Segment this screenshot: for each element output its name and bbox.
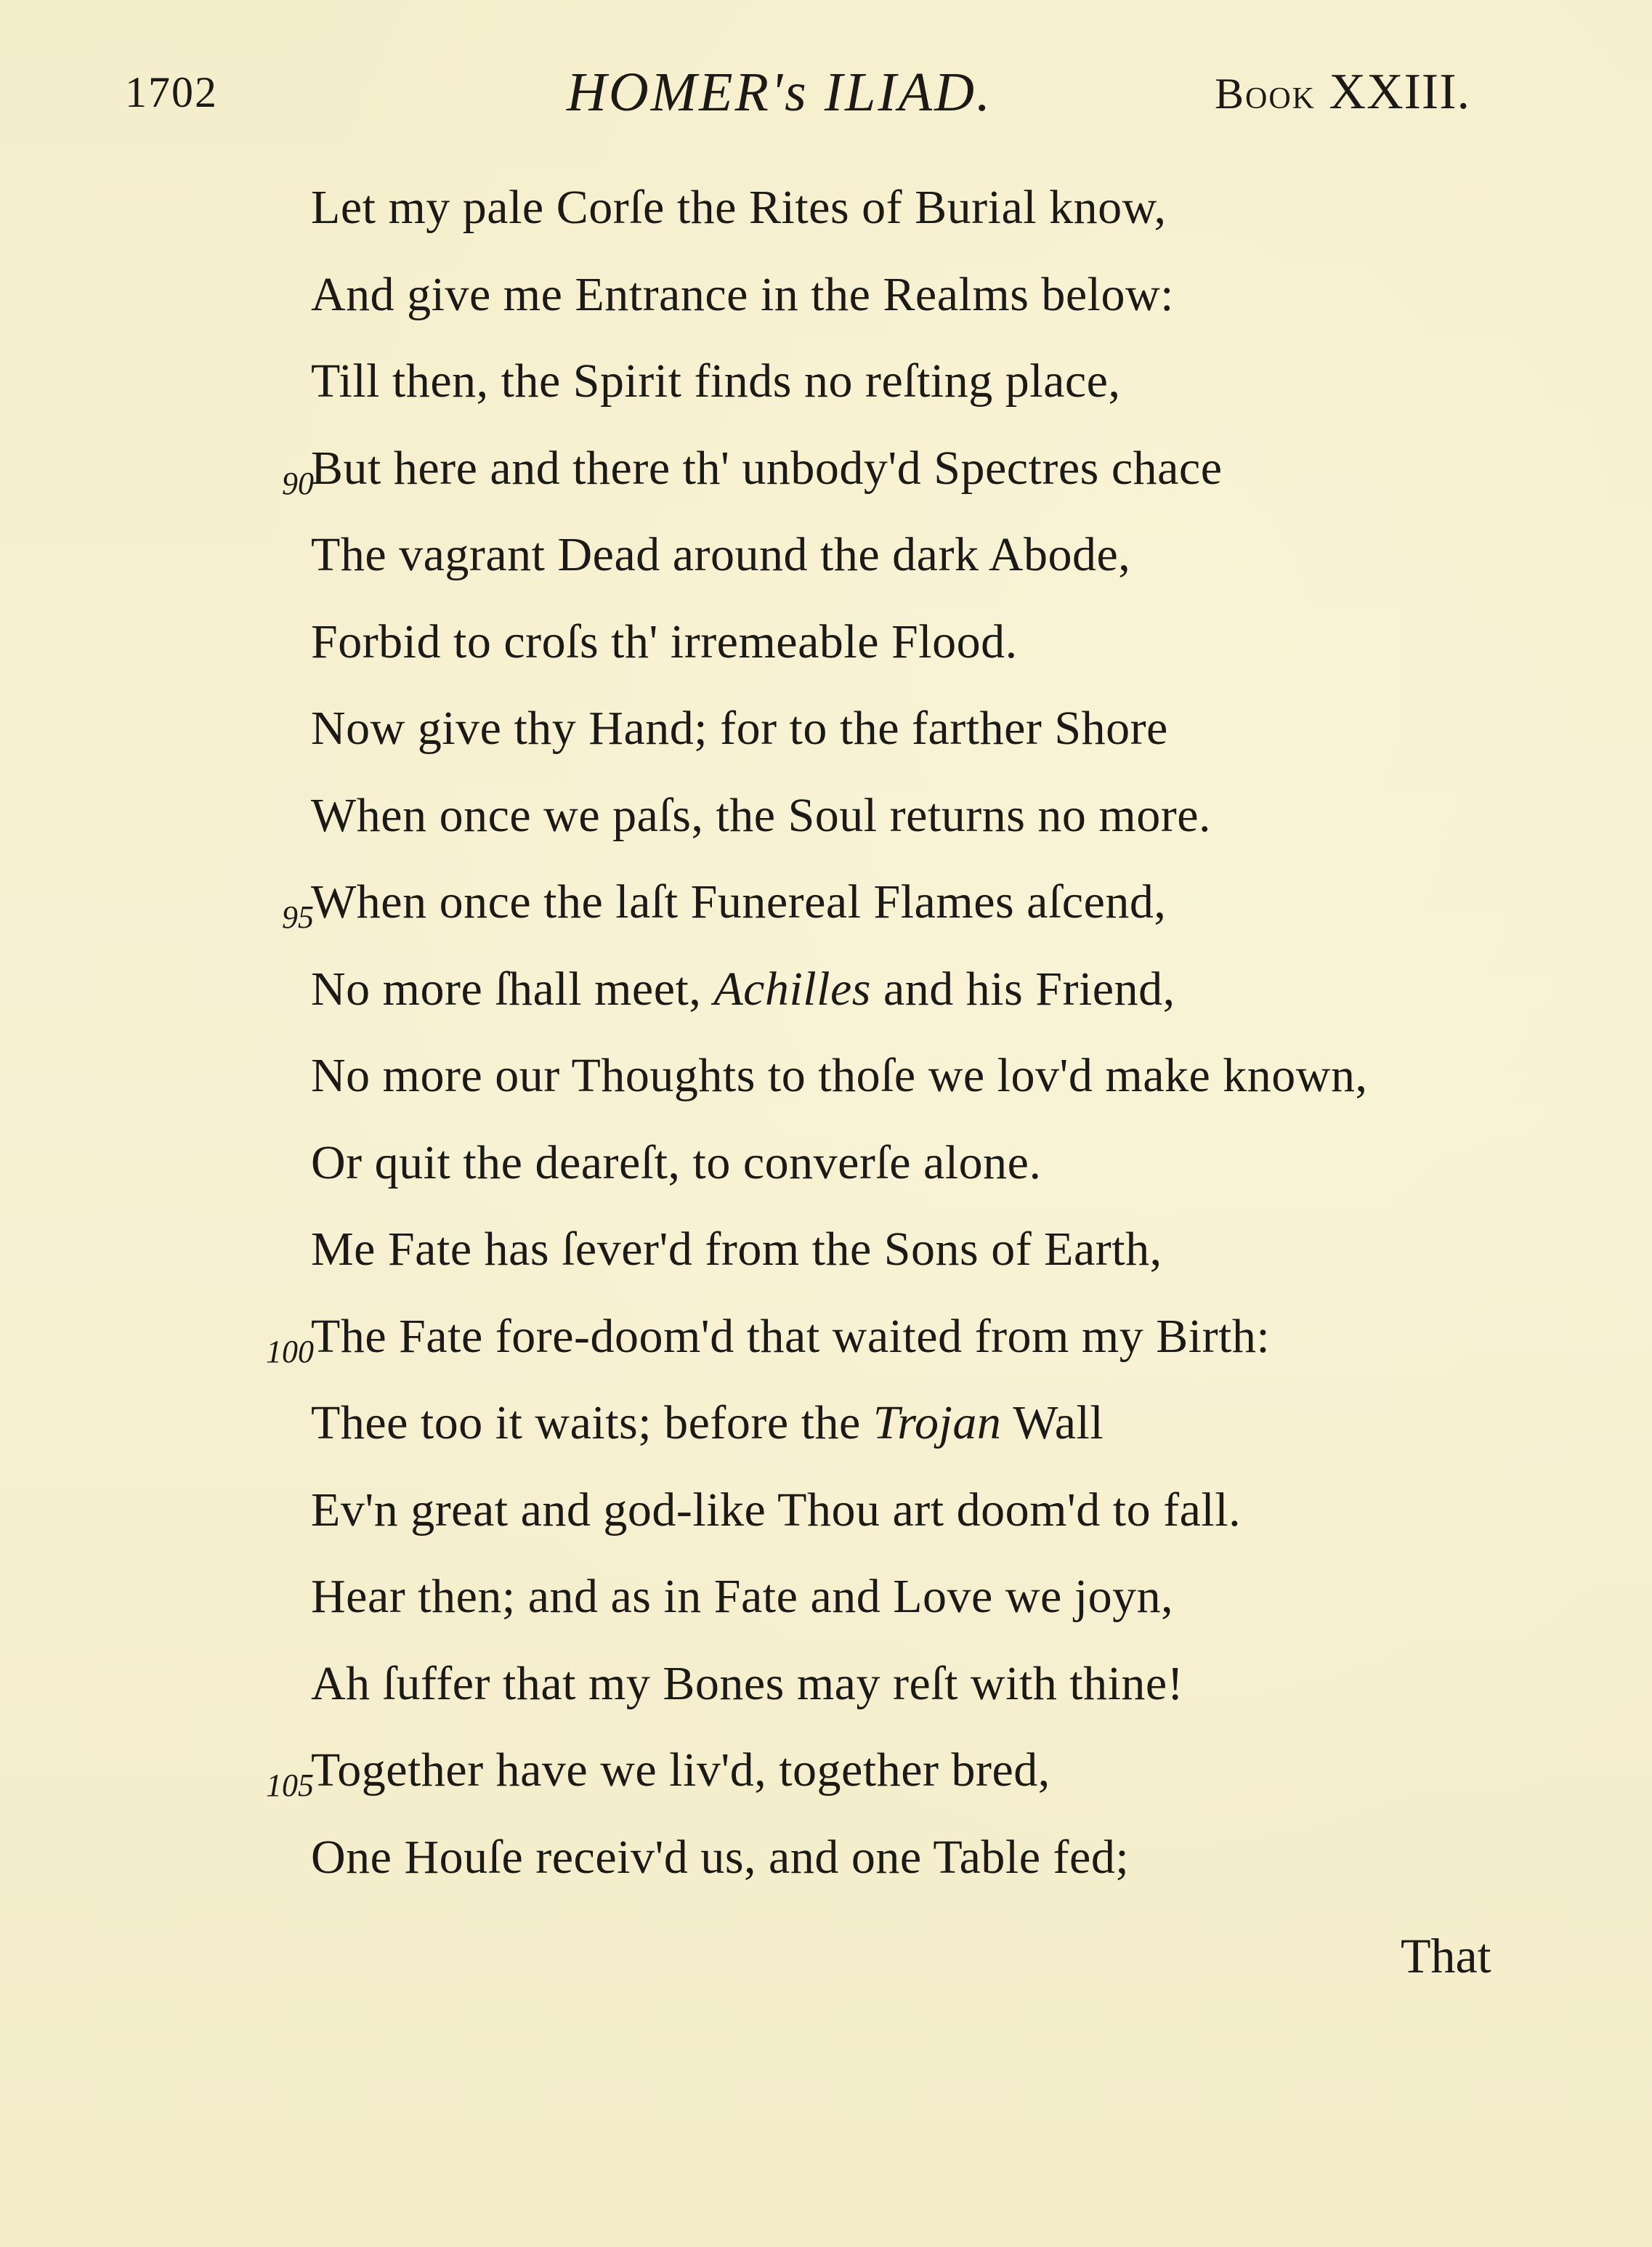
- verse-text: [311, 1648, 1183, 1720]
- verse-text: [311, 345, 1120, 418]
- verse-segment: But here and there th' unbody'd Spectres chace: [311, 441, 1223, 495]
- verse-line: [0, 866, 1652, 946]
- verse-line: [0, 953, 1652, 1033]
- italic-name: Achilles: [713, 962, 871, 1016]
- verse-segment: Thee too it waits; before the: [311, 1396, 873, 1449]
- verse-segment: Me Fate has ſever'd from the Sons of Earth,: [311, 1223, 1162, 1276]
- verse-segment: Let my pale Corſe the Rites of Burial know,: [311, 181, 1167, 234]
- book-number: XXIII.: [1329, 64, 1471, 120]
- verse-line: [0, 692, 1652, 772]
- verse-text: [311, 1387, 1104, 1459]
- verse-line: [0, 1387, 1652, 1467]
- line-number: 105: [266, 1768, 314, 1803]
- verse-text: [311, 259, 1174, 331]
- verse-segment: Ah ſuffer that my Bones may reſt with thine!: [311, 1656, 1184, 1710]
- verse-text: [311, 606, 1018, 679]
- verse-segment: Wall: [1001, 1396, 1104, 1449]
- page-number: 1702: [125, 68, 218, 116]
- verse-line: [0, 1474, 1652, 1554]
- verse-segment: The Fate fore-doom'd that waited from my Birth:: [311, 1309, 1271, 1363]
- verse-line: [0, 171, 1652, 251]
- verse-text: [311, 1127, 1041, 1199]
- verse-segment: No more our Thoughts to thoſe we lov'd make known,: [311, 1049, 1368, 1102]
- verse-text: [311, 1213, 1162, 1286]
- verse-line: [0, 1127, 1652, 1207]
- catchword: That: [1401, 1928, 1491, 1983]
- verse-text: [311, 1821, 1129, 1894]
- verse-segment: No more ſhall meet,: [311, 962, 714, 1016]
- book-label: [1215, 60, 1470, 125]
- verse-segment: When once the laſt Funereal Flames aſcend,: [311, 875, 1167, 928]
- verse-text: [311, 171, 1166, 244]
- verse-text: [311, 780, 1211, 852]
- line-number: 90: [282, 465, 314, 501]
- line-number: 95: [282, 899, 314, 935]
- verse-text: [311, 519, 1130, 591]
- verse-text: [311, 1474, 1241, 1547]
- verse-text: [311, 1734, 1050, 1807]
- verse-line: [0, 780, 1652, 859]
- verse-text: [311, 432, 1223, 505]
- verse-text: [311, 953, 1175, 1026]
- verse-segment: Together have we liv'd, together bred,: [311, 1744, 1050, 1797]
- verse-line: [0, 345, 1652, 425]
- verse-segment: The vagrant Dead around the dark Abode,: [311, 528, 1131, 581]
- verse-segment: and his Friend,: [870, 962, 1175, 1016]
- running-title: HOMER's ILIAD.: [567, 62, 992, 123]
- verse-segment: When once we paſs, the Soul returns no more.: [311, 788, 1212, 842]
- verse-text: [311, 866, 1166, 939]
- verse-line: [0, 1040, 1652, 1120]
- verse-line: [0, 1734, 1652, 1814]
- verse-segment: Till then, the Spirit finds no reſting place,: [311, 355, 1121, 408]
- verse-line: [0, 1648, 1652, 1728]
- verse-segment: One Houſe receiv'd us, and one Table fed;: [311, 1830, 1130, 1884]
- verse-line: [0, 519, 1652, 599]
- verse-line: [0, 1213, 1652, 1293]
- book-word: Book: [1215, 70, 1316, 118]
- line-number: 100: [266, 1333, 314, 1369]
- verse-segment: Ev'n great and god-like Thou art doom'd to fall.: [311, 1483, 1242, 1537]
- verse-line: [0, 432, 1652, 512]
- verse-text: [311, 1300, 1270, 1373]
- verse-segment: And give me Entrance in the Realms below:: [311, 267, 1175, 321]
- verse-text: [311, 692, 1168, 765]
- verse-line: [0, 259, 1652, 339]
- verse-text: [311, 1560, 1173, 1633]
- verse-segment: Now give thy Hand; for to the farther Shore: [311, 702, 1168, 755]
- verse-text: [311, 1040, 1367, 1112]
- italic-name: Trojan: [872, 1396, 1002, 1449]
- verse-segment: Hear then; and as in Fate and Love we joyn,: [311, 1570, 1174, 1623]
- verse-line: [0, 1821, 1652, 1901]
- verse-line: [0, 1300, 1652, 1380]
- verse-line: [0, 1560, 1652, 1640]
- verse-segment: Forbid to croſs th' irremeable Flood.: [311, 615, 1018, 668]
- verse-segment: Or quit the deareſt, to converſe alone.: [311, 1135, 1042, 1189]
- verse-line: [0, 606, 1652, 686]
